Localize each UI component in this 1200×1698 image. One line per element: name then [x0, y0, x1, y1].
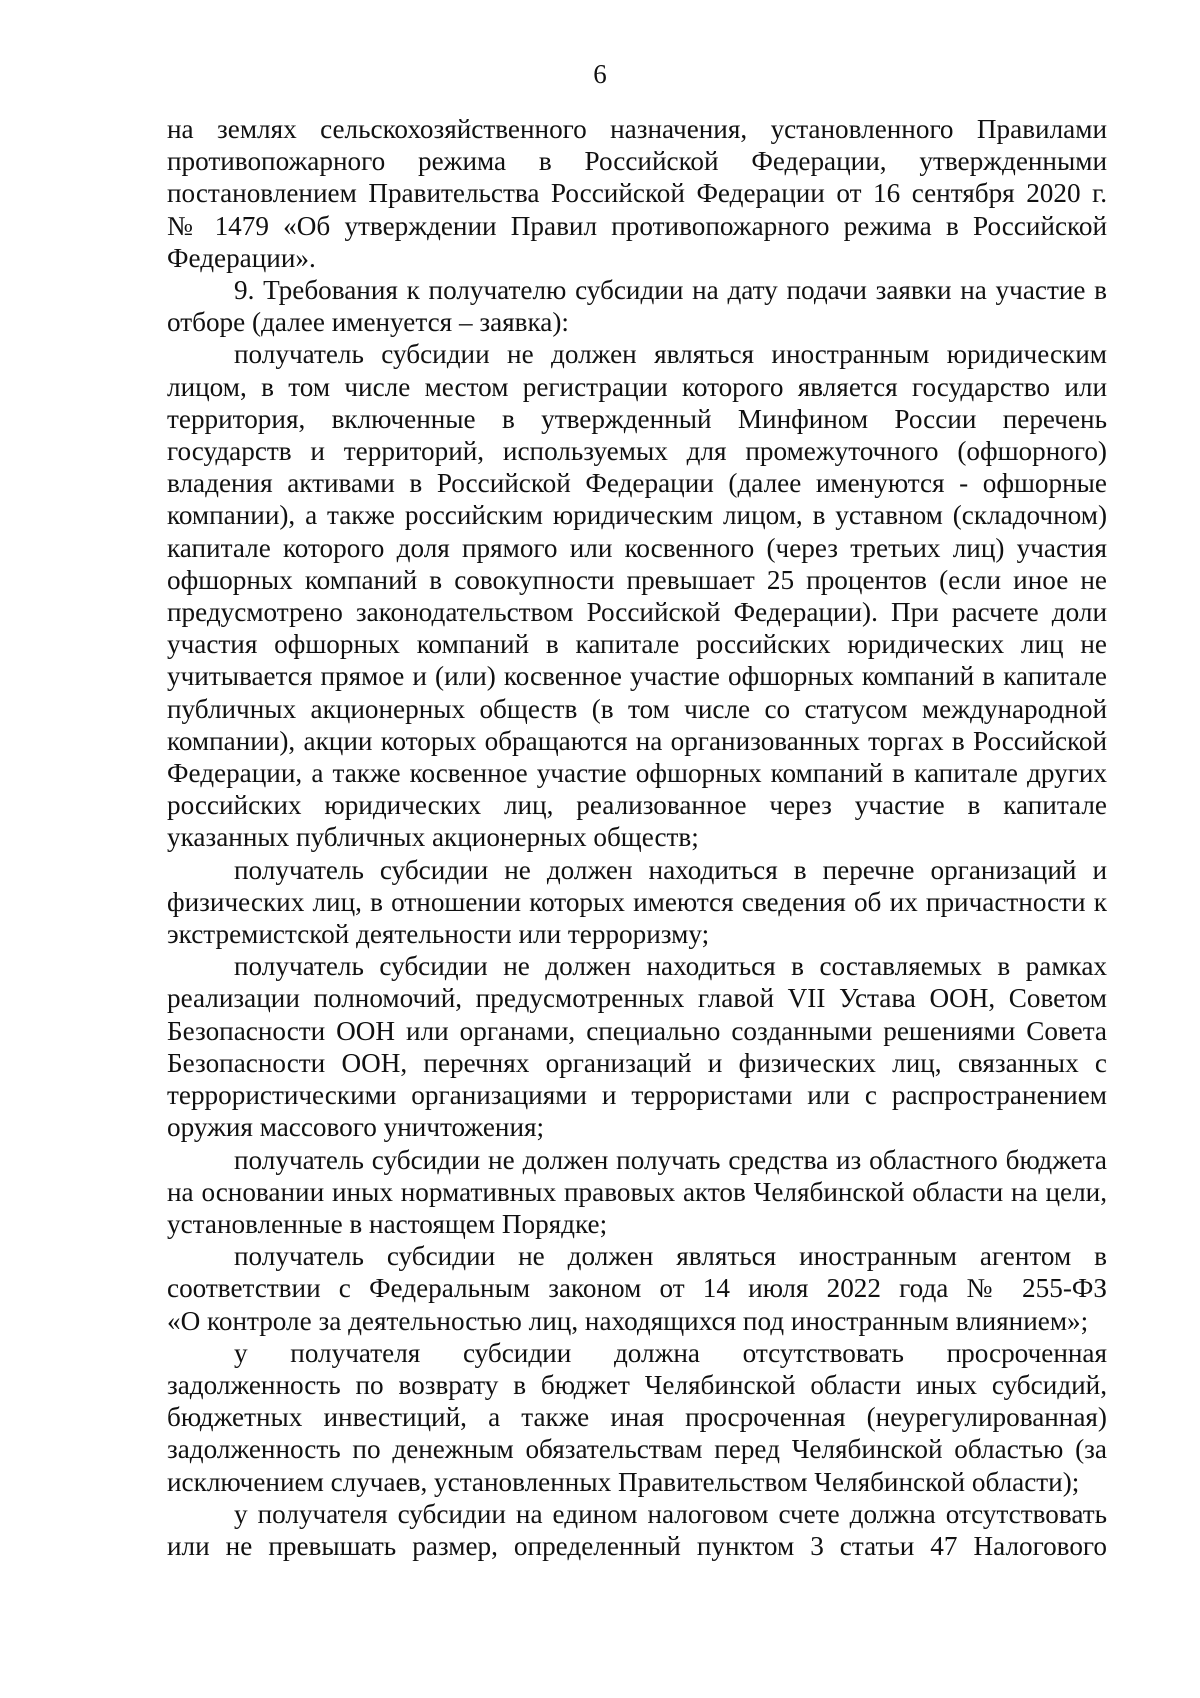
paragraph-foreign-agent-requirement	[167, 1240, 1107, 1337]
text-line: Федерации».	[167, 242, 316, 273]
text-line: 9. Требования к получателю субсидии на дату подачи заявки на участие в	[234, 275, 1107, 306]
text-line: территория, включенные в утвержденный Минфином России перечень	[167, 403, 1107, 434]
text-line: публичных акционерных обществ (в том числе со статусом международной	[167, 693, 1107, 724]
text-line: на землях сельскохозяйственного назначения, установленного Правилами	[167, 114, 1107, 144]
text-line: предусмотрено законодательством Российской Федерации). При расчете доли	[167, 597, 1107, 628]
text-line: учитывается прямое и (или) косвенное участие офшорных компаний в капитале	[167, 661, 1107, 692]
paragraph-extremism-requirement	[167, 854, 1107, 951]
text-line: капитале которого доля прямого или косвенного (через третьих лиц) участия	[167, 532, 1107, 563]
paragraph-un-lists-requirement	[167, 950, 1107, 1143]
text-line: установленные в настоящем Порядке;	[167, 1208, 608, 1239]
text-line: постановлением Правительства Российской Федерации от 16 сентября 2020 г.	[167, 178, 1107, 209]
text-line: компании), а также российским юридическим лицом, в уставном (складочном)	[167, 500, 1107, 531]
text-line: физических лиц, в отношении которых имеются сведения об их причастности к	[167, 886, 1107, 917]
text-line: получатель субсидии не должен получать средства из областного бюджета	[234, 1144, 1107, 1175]
text-line: реализации полномочий, предусмотренных главой VII Устава ООН, Советом	[167, 983, 1107, 1014]
text-line: офшорных компаний в совокупности превышает 25 процентов (если иное не	[167, 564, 1107, 595]
text-line: террористическими организациями и террористами или с распространением	[167, 1080, 1107, 1111]
text-line: на основании иных нормативных правовых актов Челябинской области на цели,	[167, 1176, 1107, 1207]
text-line: бюджетных инвестиций, а также иная просроченная (неурегулированная)	[167, 1402, 1107, 1433]
text-line: экстремистской деятельности или терроризму;	[167, 919, 710, 950]
page-number: 6	[593, 59, 607, 89]
text-line: получатель субсидии не должен находиться в перечне организаций и	[234, 854, 1107, 885]
text-line: или не превышать размер, определенный пунктом 3 статьи 47 Налогового	[167, 1530, 1107, 1561]
text-line: оружия массового уничтожения;	[167, 1112, 545, 1143]
text-line: отборе (далее именуется – заявка):	[167, 307, 569, 338]
text-line: российских юридических лиц, реализованное через участие в капитале	[167, 790, 1107, 821]
paragraph-budget-funds-requirement	[167, 1144, 1107, 1241]
text-line: Безопасности ООН или органами, специально созданными решениями Совета	[167, 1015, 1107, 1046]
text-line: задолженность по возврату в бюджет Челябинской области иных субсидий,	[167, 1369, 1107, 1400]
text-line: у получателя субсидии должна отсутствовать просроченная	[234, 1337, 1107, 1368]
text-line: участия офшорных компаний в капитале российских юридических лиц не	[167, 629, 1107, 660]
paragraph-item-9	[167, 274, 1107, 338]
text-line: соответствии с Федеральным законом от 14 июля 2022 года № 255-ФЗ	[167, 1273, 1107, 1304]
document-body	[167, 113, 1107, 1562]
text-line: противопожарного режима в Российской Федерации, утвержденными	[167, 146, 1107, 177]
paragraph-debt-requirement	[167, 1337, 1107, 1498]
text-line: лицом, в том числе местом регистрации которого является государство или	[167, 371, 1107, 402]
text-line: Федерации, а также косвенное участие офшорных компаний в капитале других	[167, 758, 1107, 789]
paragraph-tax-account-requirement	[167, 1498, 1107, 1562]
paragraph-continuation	[167, 113, 1107, 274]
text-line: получатель субсидии не должен являться иностранным агентом в	[234, 1241, 1107, 1272]
text-line: компании), акции которых обращаются на организованных торгах в Российской	[167, 725, 1107, 756]
text-line: получатель субсидии не должен являться иностранным юридическим	[234, 339, 1107, 370]
text-line: Безопасности ООН, перечнях организаций и физических лиц, связанных с	[167, 1047, 1107, 1078]
text-line: «О контроле за деятельностью лиц, находящихся под иностранным влиянием»;	[167, 1305, 1089, 1336]
text-line: исключением случаев, установленных Правительством Челябинской области);	[167, 1466, 1080, 1497]
text-line: владения активами в Российской Федерации (далее именуются - офшорные	[167, 468, 1107, 499]
text-line: задолженность по денежным обязательствам перед Челябинской областью (за	[167, 1434, 1107, 1465]
text-line: указанных публичных акционерных обществ;	[167, 822, 699, 853]
text-line: государств и территорий, используемых для промежуточного (офшорного)	[167, 436, 1107, 467]
text-line: у получателя субсидии на едином налоговом счете должна отсутствовать	[234, 1498, 1107, 1529]
text-line: получатель субсидии не должен находиться в составляемых в рамках	[234, 951, 1107, 982]
paragraph-offshore-requirement	[167, 338, 1107, 853]
text-line: № 1479 «Об утверждении Правил противопожарного режима в Российской	[167, 210, 1107, 241]
